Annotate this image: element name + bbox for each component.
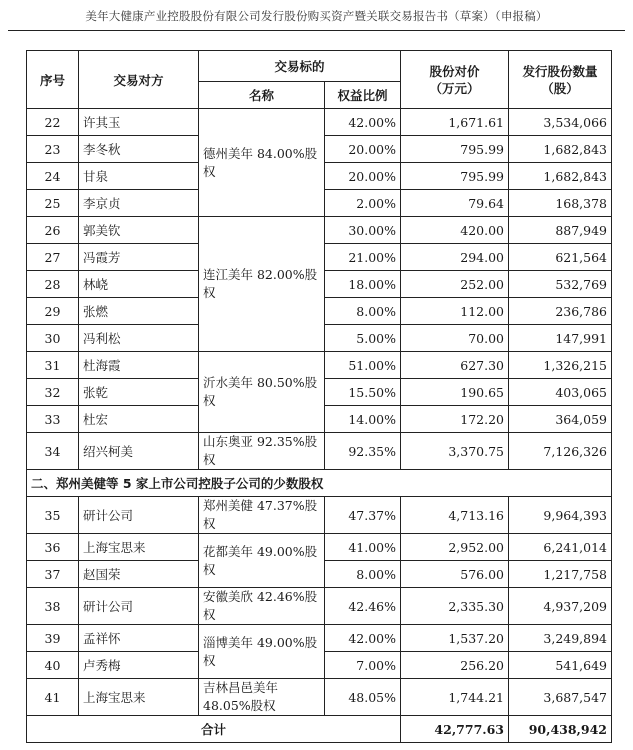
row-equity-ratio: 8.00% xyxy=(325,561,401,588)
row-equity-ratio: 18.00% xyxy=(325,271,401,298)
row-counterparty: 冯利松 xyxy=(79,325,199,352)
row-target-name: 连江美年 82.00%股权 xyxy=(199,217,325,352)
row-price: 190.65 xyxy=(401,379,509,406)
row-target-name: 花都美年 49.00%股权 xyxy=(199,534,325,588)
row-counterparty: 上海宝思来 xyxy=(79,534,199,561)
transaction-table xyxy=(26,50,612,743)
table-row xyxy=(27,109,612,136)
row-seq: 35 xyxy=(27,497,79,534)
row-price: 1,537.20 xyxy=(401,625,509,652)
row-counterparty: 孟祥怀 xyxy=(79,625,199,652)
col-equity-ratio-header: 权益比例 xyxy=(325,82,401,109)
row-price: 172.20 xyxy=(401,406,509,433)
row-target-name: 郑州美健 47.37%股权 xyxy=(199,497,325,534)
row-seq: 26 xyxy=(27,217,79,244)
row-price: 2,335.30 xyxy=(401,588,509,625)
row-counterparty: 张燃 xyxy=(79,298,199,325)
row-seq: 32 xyxy=(27,379,79,406)
row-shares: 236,786 xyxy=(509,298,612,325)
table-row xyxy=(27,352,612,379)
row-equity-ratio: 14.00% xyxy=(325,406,401,433)
row-price: 252.00 xyxy=(401,271,509,298)
row-seq: 30 xyxy=(27,325,79,352)
row-counterparty: 甘泉 xyxy=(79,163,199,190)
col-price-header: 股份对价 （万元） xyxy=(401,51,509,109)
row-shares: 3,534,066 xyxy=(509,109,612,136)
row-price: 256.20 xyxy=(401,652,509,679)
row-shares: 9,964,393 xyxy=(509,497,612,534)
row-counterparty: 上海宝思来 xyxy=(79,679,199,716)
row-target-name: 安徽美欣 42.46%股权 xyxy=(199,588,325,625)
row-seq: 31 xyxy=(27,352,79,379)
row-seq: 41 xyxy=(27,679,79,716)
row-counterparty: 冯霞芳 xyxy=(79,244,199,271)
row-equity-ratio: 42.00% xyxy=(325,625,401,652)
row-price: 627.30 xyxy=(401,352,509,379)
row-counterparty: 研计公司 xyxy=(79,588,199,625)
row-price: 2,952.00 xyxy=(401,534,509,561)
row-price: 79.64 xyxy=(401,190,509,217)
row-seq: 40 xyxy=(27,652,79,679)
row-seq: 38 xyxy=(27,588,79,625)
row-counterparty: 绍兴柯美 xyxy=(79,433,199,470)
row-counterparty: 卢秀梅 xyxy=(79,652,199,679)
row-seq: 27 xyxy=(27,244,79,271)
row-seq: 28 xyxy=(27,271,79,298)
section-row xyxy=(27,470,612,497)
row-counterparty: 杜宏 xyxy=(79,406,199,433)
row-shares: 1,682,843 xyxy=(509,163,612,190)
row-counterparty: 张乾 xyxy=(79,379,199,406)
row-equity-ratio: 48.05% xyxy=(325,679,401,716)
table-row xyxy=(27,625,612,652)
row-target-name: 沂水美年 80.50%股权 xyxy=(199,352,325,433)
row-price: 795.99 xyxy=(401,163,509,190)
row-equity-ratio: 20.00% xyxy=(325,163,401,190)
row-seq: 33 xyxy=(27,406,79,433)
row-price: 4,713.16 xyxy=(401,497,509,534)
row-shares: 147,991 xyxy=(509,325,612,352)
row-equity-ratio: 7.00% xyxy=(325,652,401,679)
row-target-name: 山东奥亚 92.35%股权 xyxy=(199,433,325,470)
table-row xyxy=(27,217,612,244)
row-shares: 364,059 xyxy=(509,406,612,433)
header-rule xyxy=(8,30,625,31)
row-price: 294.00 xyxy=(401,244,509,271)
row-shares: 1,326,215 xyxy=(509,352,612,379)
row-counterparty: 李冬秋 xyxy=(79,136,199,163)
row-seq: 23 xyxy=(27,136,79,163)
row-counterparty: 林峣 xyxy=(79,271,199,298)
row-seq: 37 xyxy=(27,561,79,588)
row-seq: 34 xyxy=(27,433,79,470)
row-equity-ratio: 8.00% xyxy=(325,298,401,325)
total-label: 合计 xyxy=(27,716,401,743)
row-seq: 36 xyxy=(27,534,79,561)
row-seq: 22 xyxy=(27,109,79,136)
row-shares: 887,949 xyxy=(509,217,612,244)
col-shares-header: 发行股份数量 （股） xyxy=(509,51,612,109)
row-target-name: 吉林昌邑美年48.05%股权 xyxy=(199,679,325,716)
row-shares: 3,249,894 xyxy=(509,625,612,652)
total-row xyxy=(27,716,612,743)
row-price: 3,370.75 xyxy=(401,433,509,470)
row-equity-ratio: 30.00% xyxy=(325,217,401,244)
row-counterparty: 许其玉 xyxy=(79,109,199,136)
row-shares: 3,687,547 xyxy=(509,679,612,716)
row-target-name: 德州美年 84.00%股权 xyxy=(199,109,325,217)
row-shares: 6,241,014 xyxy=(509,534,612,561)
row-equity-ratio: 5.00% xyxy=(325,325,401,352)
table-row xyxy=(27,433,612,470)
row-counterparty: 研计公司 xyxy=(79,497,199,534)
row-equity-ratio: 51.00% xyxy=(325,352,401,379)
row-equity-ratio: 42.00% xyxy=(325,109,401,136)
row-price: 1,744.21 xyxy=(401,679,509,716)
row-equity-ratio: 41.00% xyxy=(325,534,401,561)
row-target-name: 淄博美年 49.00%股权 xyxy=(199,625,325,679)
row-seq: 29 xyxy=(27,298,79,325)
row-seq: 25 xyxy=(27,190,79,217)
row-counterparty: 杜海霞 xyxy=(79,352,199,379)
row-equity-ratio: 47.37% xyxy=(325,497,401,534)
row-counterparty: 赵国荣 xyxy=(79,561,199,588)
table-row xyxy=(27,679,612,716)
row-counterparty: 郭美钦 xyxy=(79,217,199,244)
row-price: 420.00 xyxy=(401,217,509,244)
total-shares: 90,438,942 xyxy=(509,716,612,743)
row-price: 1,671.61 xyxy=(401,109,509,136)
row-equity-ratio: 15.50% xyxy=(325,379,401,406)
row-seq: 39 xyxy=(27,625,79,652)
col-target-name-header: 名称 xyxy=(199,82,325,109)
row-equity-ratio: 21.00% xyxy=(325,244,401,271)
row-shares: 1,682,843 xyxy=(509,136,612,163)
col-seq-header: 序号 xyxy=(27,51,79,109)
row-price: 70.00 xyxy=(401,325,509,352)
row-shares: 168,378 xyxy=(509,190,612,217)
table-row xyxy=(27,534,612,561)
row-shares: 4,937,209 xyxy=(509,588,612,625)
row-equity-ratio: 20.00% xyxy=(325,136,401,163)
row-shares: 532,769 xyxy=(509,271,612,298)
row-shares: 621,564 xyxy=(509,244,612,271)
row-equity-ratio: 92.35% xyxy=(325,433,401,470)
row-equity-ratio: 2.00% xyxy=(325,190,401,217)
row-shares: 1,217,758 xyxy=(509,561,612,588)
table-row xyxy=(27,497,612,534)
row-shares: 7,126,326 xyxy=(509,433,612,470)
row-shares: 541,649 xyxy=(509,652,612,679)
row-seq: 24 xyxy=(27,163,79,190)
table-row xyxy=(27,588,612,625)
header-row-1 xyxy=(27,51,612,82)
row-price: 576.00 xyxy=(401,561,509,588)
row-counterparty: 李京贞 xyxy=(79,190,199,217)
section-title: 二、郑州美健等 5 家上市公司控股子公司的少数股权 xyxy=(27,470,612,497)
row-price: 112.00 xyxy=(401,298,509,325)
row-price: 795.99 xyxy=(401,136,509,163)
col-counterparty-header: 交易对方 xyxy=(79,51,199,109)
document-header: 美年大健康产业控股股份有限公司发行股份购买资产暨关联交易报告书（草案）（申报稿） xyxy=(85,9,548,23)
row-shares: 403,065 xyxy=(509,379,612,406)
col-target-header: 交易标的 xyxy=(199,51,401,82)
total-price: 42,777.63 xyxy=(401,716,509,743)
row-equity-ratio: 42.46% xyxy=(325,588,401,625)
